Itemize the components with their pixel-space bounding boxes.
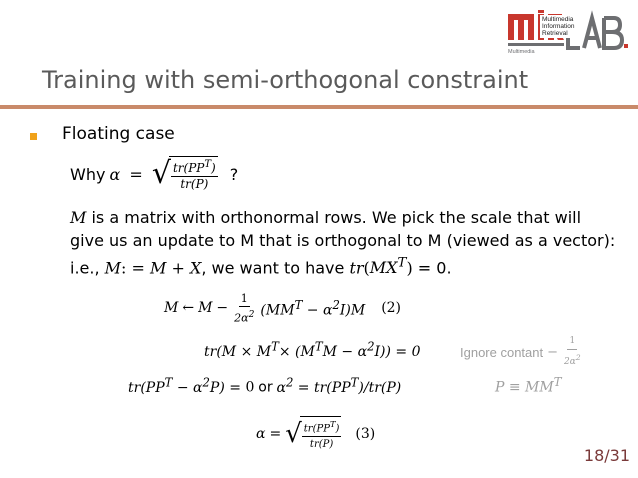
radical-sign: √ [151, 156, 171, 191]
equals-sign: = [124, 164, 148, 184]
ignore-constant-text: Ignore contant [460, 344, 544, 360]
equation-3-label: (3) [355, 426, 376, 443]
logo-subtext-line-3: Retrieval [542, 30, 568, 37]
ignore-constant-note: Ignore contant − $\frac{1}{2\alpha^2}$ [460, 334, 583, 370]
alpha-symbol: α [109, 164, 121, 184]
equation-2-label: (2) [381, 300, 402, 317]
bullet-marker [30, 133, 37, 140]
paragraph-line-3: i.e., M: = M + X, we want to have $tr(MX^T) = 0$. [70, 256, 452, 278]
fraction-trPPT-over-trP: $\frac{tr(PP^T)}{tr(P)}$ [172, 159, 216, 191]
page-number: 18/31 [583, 446, 630, 465]
question-mark: ? [229, 164, 239, 184]
p-definition: $P \equiv MM^T$ [495, 375, 562, 396]
sqrt-expression-3: √ $\frac{tr(PP^T)}{tr(P)}$ [285, 416, 341, 452]
why-line [70, 156, 238, 192]
logo-subtext-line-2: Information [542, 23, 575, 30]
equation-alpha-squared: $tr(PP^T - \alpha^2P) = 0$ or $\alpha^2 = tr(PP^T)/tr(P)$ [128, 375, 402, 396]
sqrt-expression [152, 156, 218, 192]
ignore-fraction: $\frac{1}{2\alpha^2}$ [564, 336, 581, 367]
equation-2: M ← M − $\frac{1}{2\alpha^2}$ $(MM^T - \alpha^2I)M$ (2) [164, 292, 402, 325]
why-text: Why [70, 164, 106, 184]
logo-subtext [540, 15, 577, 38]
paragraph-line-1: M is a matrix with orthonormal rows. We pick the scale that will [70, 208, 582, 227]
bullet-floating-case: Floating case [62, 124, 175, 144]
slide-title: Training with semi-orthogonal constraint [42, 66, 529, 94]
logo-subtext-line-1: Multimedia [542, 16, 574, 23]
fraction-1-over-2alpha2: $\frac{1}{2\alpha^2}$ [234, 292, 255, 325]
svg-text:Multimedia: Multimedia [508, 49, 535, 54]
equation-3: α = √ $\frac{tr(PP^T)}{tr(P)}$ (3) [256, 416, 375, 452]
paragraph-line-2: give us an update to M that is orthogonal to M (viewed as a vector): [70, 231, 616, 250]
equation-orthogonality: $tr(M \times M^T\times (M^TM - \alpha^2I)) = 0$ [204, 339, 421, 360]
paragraph [70, 206, 615, 279]
title-divider [0, 105, 638, 109]
or-text: or [258, 379, 273, 396]
